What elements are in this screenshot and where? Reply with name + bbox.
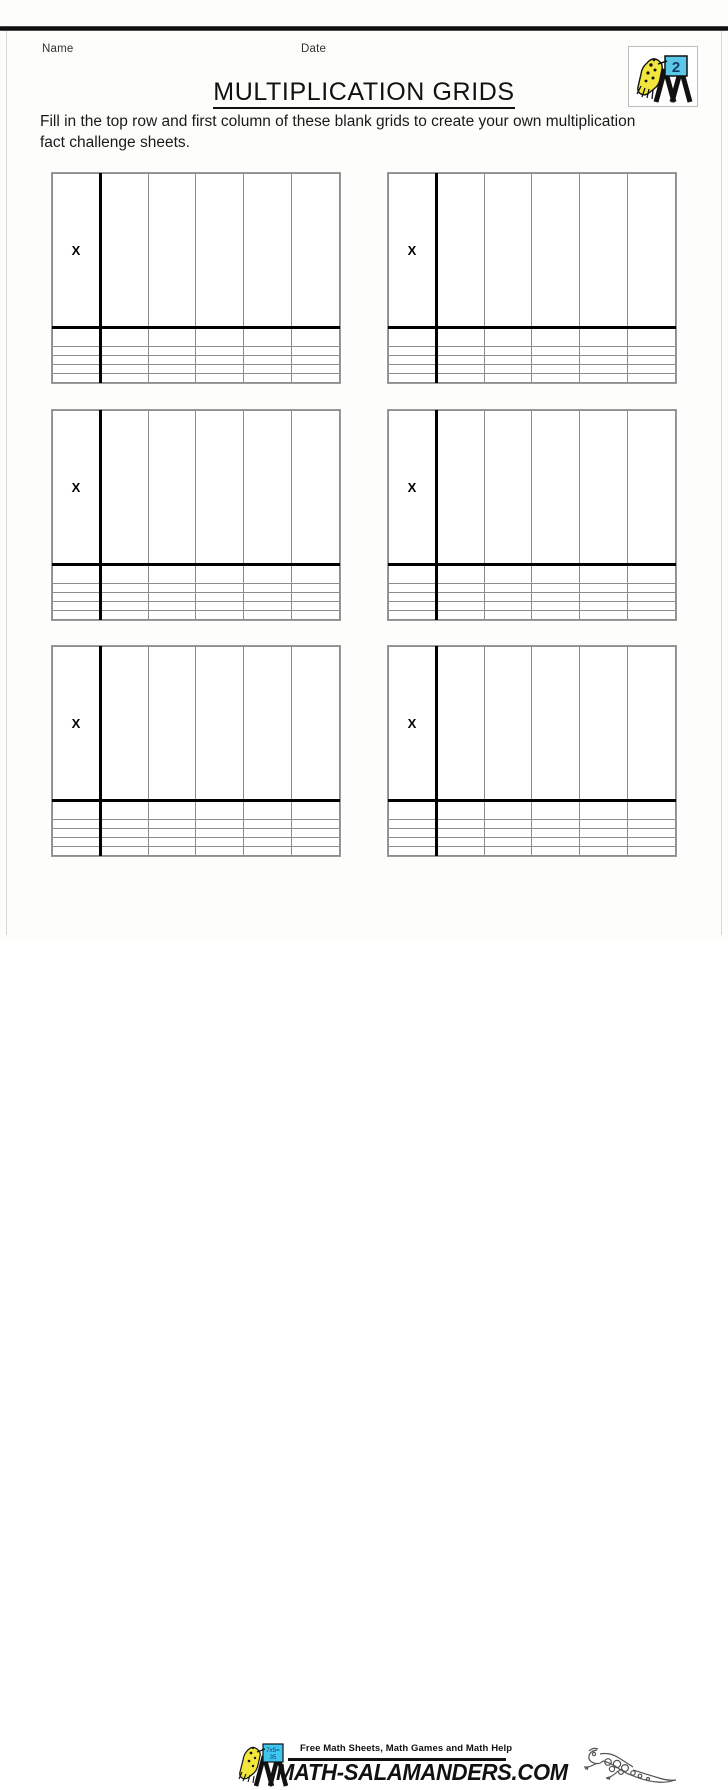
grid-cell[interactable] <box>53 801 101 819</box>
grid-cell[interactable] <box>292 837 340 846</box>
grid-cell[interactable] <box>628 583 676 592</box>
grid-cell[interactable] <box>100 583 148 592</box>
grid-cell[interactable] <box>628 565 676 583</box>
grid-cell[interactable] <box>53 846 101 855</box>
name-date-row <box>42 43 642 59</box>
grid-cell[interactable] <box>148 364 196 373</box>
grid-row <box>53 837 340 846</box>
grid-cell[interactable] <box>100 819 148 828</box>
grid-row <box>53 346 340 355</box>
grid-cell[interactable] <box>436 364 484 373</box>
grid-cell[interactable] <box>244 373 292 382</box>
grid-cell[interactable] <box>484 801 532 819</box>
grid-row <box>389 364 676 373</box>
grid-cell[interactable] <box>53 346 101 355</box>
grid-cell[interactable] <box>484 174 532 328</box>
grid-cell[interactable] <box>436 373 484 382</box>
grid-row <box>389 647 676 801</box>
grid-cell[interactable] <box>532 328 580 346</box>
grid-cell[interactable] <box>244 647 292 801</box>
grid-cell[interactable] <box>436 601 484 610</box>
grid-cell[interactable] <box>292 328 340 346</box>
grid-cell[interactable] <box>100 828 148 837</box>
grid-cell[interactable] <box>436 328 484 346</box>
grid-cell[interactable] <box>389 610 437 619</box>
grid-cell[interactable] <box>389 355 437 364</box>
grid-cell[interactable] <box>292 346 340 355</box>
instructions-text: Fill in the top row and first column of these blank grids to create your own multiplication fact challenge sheets. <box>40 113 636 151</box>
grid-cell[interactable] <box>484 364 532 373</box>
grid-cell[interactable] <box>580 411 628 565</box>
grid-cell[interactable] <box>53 328 101 346</box>
grid-cell[interactable] <box>292 592 340 601</box>
grid-cell[interactable] <box>100 355 148 364</box>
grid-cell[interactable] <box>436 174 484 328</box>
grid-cell[interactable] <box>292 601 340 610</box>
grid-cell[interactable] <box>292 828 340 837</box>
grid-cell[interactable] <box>532 647 580 801</box>
grid-row <box>53 610 340 619</box>
grid-cell[interactable] <box>389 601 437 610</box>
grid-cell[interactable] <box>196 592 244 601</box>
grid-cell[interactable] <box>148 592 196 601</box>
grid-cell[interactable] <box>53 819 101 828</box>
grid-header-symbol: X <box>389 647 437 801</box>
grid-cell[interactable] <box>436 592 484 601</box>
grid-cell[interactable] <box>100 601 148 610</box>
grid-cell[interactable] <box>580 174 628 328</box>
grid-cell[interactable] <box>532 411 580 565</box>
grid-row <box>53 411 340 565</box>
grid-table <box>388 173 676 383</box>
grid-cell[interactable] <box>100 846 148 855</box>
grid-cell[interactable] <box>532 819 580 828</box>
grid-cell[interactable] <box>148 174 196 328</box>
grid-cell[interactable] <box>292 373 340 382</box>
svg-text:7x5=: 7x5= <box>266 1748 280 1754</box>
grid-cell[interactable] <box>628 601 676 610</box>
grid-cell[interactable] <box>244 355 292 364</box>
grid-cell[interactable] <box>244 819 292 828</box>
grid-table <box>52 646 340 856</box>
grid-row <box>389 819 676 828</box>
grid-cell[interactable] <box>148 828 196 837</box>
page-title-text: MULTIPLICATION GRIDS <box>213 78 514 109</box>
grid-row <box>389 828 676 837</box>
grid-cell[interactable] <box>484 837 532 846</box>
svg-text:35: 35 <box>269 1755 277 1761</box>
grid-cell[interactable] <box>53 355 101 364</box>
grid-cell[interactable] <box>244 846 292 855</box>
grid-cell[interactable] <box>148 837 196 846</box>
grid-cell[interactable] <box>532 565 580 583</box>
grid-row <box>389 174 676 328</box>
grid-cell[interactable] <box>292 819 340 828</box>
grid-cell[interactable] <box>389 828 437 837</box>
grid-cell[interactable] <box>484 346 532 355</box>
grid-cell[interactable] <box>580 647 628 801</box>
grid-cell[interactable] <box>244 828 292 837</box>
grid-cell[interactable] <box>292 355 340 364</box>
date-label: Date <box>301 43 327 55</box>
grid-cell[interactable] <box>628 355 676 364</box>
grid-cell[interactable] <box>532 837 580 846</box>
grid-cell[interactable] <box>484 592 532 601</box>
footer-site-url[interactable]: MATH-SALAMANDERS.COM <box>276 1759 568 1786</box>
grid-cell[interactable] <box>100 346 148 355</box>
grid-cell[interactable] <box>292 801 340 819</box>
grid-cell[interactable] <box>100 801 148 819</box>
grid-cell[interactable] <box>628 819 676 828</box>
grid-cell[interactable] <box>100 565 148 583</box>
grid-cell[interactable] <box>148 601 196 610</box>
grid-cell[interactable] <box>628 846 676 855</box>
grid-cell[interactable] <box>196 819 244 828</box>
grid-cell[interactable] <box>148 647 196 801</box>
grid-cell[interactable] <box>532 355 580 364</box>
grid-cell[interactable] <box>100 592 148 601</box>
grid-cell[interactable] <box>53 828 101 837</box>
grid-cell[interactable] <box>436 411 484 565</box>
grid-cell[interactable] <box>196 328 244 346</box>
grid-cell[interactable] <box>580 828 628 837</box>
grid-cell[interactable] <box>148 328 196 346</box>
grid-cell[interactable] <box>53 837 101 846</box>
grid-cell[interactable] <box>389 801 437 819</box>
grid-cell[interactable] <box>532 346 580 355</box>
grid-cell[interactable] <box>484 328 532 346</box>
grid-row <box>389 610 676 619</box>
grid-cell[interactable] <box>628 346 676 355</box>
grid-cell[interactable] <box>580 373 628 382</box>
grid-row <box>389 583 676 592</box>
grid-cell[interactable] <box>292 565 340 583</box>
grid-cell[interactable] <box>580 364 628 373</box>
grid-cell[interactable] <box>484 411 532 565</box>
grid-cell[interactable] <box>628 828 676 837</box>
grid-cell[interactable] <box>532 846 580 855</box>
grid-cell[interactable] <box>532 610 580 619</box>
grid-cell[interactable] <box>53 364 101 373</box>
grid-cell[interactable] <box>148 411 196 565</box>
grid-row <box>53 328 340 346</box>
grid-cell[interactable] <box>196 565 244 583</box>
grid-row <box>389 373 676 382</box>
grid-cell[interactable] <box>53 583 101 592</box>
grid-cell[interactable] <box>484 373 532 382</box>
grid-cell[interactable] <box>628 373 676 382</box>
grid-cell[interactable] <box>244 592 292 601</box>
grid-cell[interactable] <box>389 846 437 855</box>
multiplication-grid-6[interactable] <box>387 645 677 857</box>
page-top-rule <box>0 26 728 31</box>
grid-cell[interactable] <box>196 647 244 801</box>
grid-cell[interactable] <box>436 647 484 801</box>
grid-cell[interactable] <box>532 583 580 592</box>
grid-cell[interactable] <box>196 174 244 328</box>
grid-cell[interactable] <box>532 828 580 837</box>
grid-row <box>389 565 676 583</box>
grid-cell[interactable] <box>148 610 196 619</box>
grid-row <box>53 364 340 373</box>
grid-cell[interactable] <box>436 346 484 355</box>
grid-cell[interactable] <box>53 610 101 619</box>
grid-cell[interactable] <box>148 565 196 583</box>
grid-cell[interactable] <box>532 601 580 610</box>
grid-row <box>53 583 340 592</box>
grid-cell[interactable] <box>628 610 676 619</box>
grid-table <box>388 646 676 856</box>
grid-cell[interactable] <box>484 828 532 837</box>
grid-header-symbol: X <box>53 174 101 328</box>
grid-cell[interactable] <box>580 801 628 819</box>
grid-cell[interactable] <box>532 174 580 328</box>
grid-cell[interactable] <box>148 373 196 382</box>
grid-cell[interactable] <box>628 364 676 373</box>
page-title <box>0 78 728 107</box>
grid-cell[interactable] <box>532 592 580 601</box>
spotted-salamander-icon <box>575 1738 679 1790</box>
grid-cell[interactable] <box>628 328 676 346</box>
grid-cell[interactable] <box>292 411 340 565</box>
grid-cell[interactable] <box>196 355 244 364</box>
grid-row <box>389 592 676 601</box>
grid-cell[interactable] <box>196 837 244 846</box>
footer-lizard-drawing <box>575 1738 679 1790</box>
grid-header-symbol: X <box>53 411 101 565</box>
grid-cell[interactable] <box>292 647 340 801</box>
name-label: Name <box>42 43 74 55</box>
multiplication-grid-5[interactable] <box>51 645 341 857</box>
grid-row <box>389 346 676 355</box>
grid-cell[interactable] <box>484 601 532 610</box>
grid-cell[interactable] <box>292 583 340 592</box>
grid-cell[interactable] <box>484 583 532 592</box>
grid-cell[interactable] <box>196 601 244 610</box>
grid-cell[interactable] <box>580 837 628 846</box>
grid-cell[interactable] <box>532 801 580 819</box>
grid-cell[interactable] <box>53 592 101 601</box>
grid-header-symbol: X <box>53 647 101 801</box>
grid-cell[interactable] <box>389 346 437 355</box>
grid-cell[interactable] <box>389 592 437 601</box>
grid-cell[interactable] <box>580 592 628 601</box>
grid-cell[interactable] <box>436 355 484 364</box>
grid-cell[interactable] <box>100 411 148 565</box>
grid-cell[interactable] <box>244 837 292 846</box>
grid-cell[interactable] <box>628 801 676 819</box>
grid-row <box>53 846 340 855</box>
grid-cell[interactable] <box>100 610 148 619</box>
grid-cell[interactable] <box>196 373 244 382</box>
multiplication-grid-1[interactable] <box>51 172 341 384</box>
grid-cell[interactable] <box>628 592 676 601</box>
grid-row <box>389 837 676 846</box>
grid-cell[interactable] <box>196 828 244 837</box>
grid-cell[interactable] <box>148 846 196 855</box>
grid-cell[interactable] <box>244 601 292 610</box>
grid-row <box>53 373 340 382</box>
grid-cell[interactable] <box>100 647 148 801</box>
grid-cell[interactable] <box>436 837 484 846</box>
grid-row <box>53 647 340 801</box>
grid-table <box>388 410 676 620</box>
grid-cell[interactable] <box>628 411 676 565</box>
grid-cell[interactable] <box>484 846 532 855</box>
grid-cell[interactable] <box>244 801 292 819</box>
grid-cell[interactable] <box>389 364 437 373</box>
grid-cell[interactable] <box>436 610 484 619</box>
grid-cell[interactable] <box>436 828 484 837</box>
grid-cell[interactable] <box>196 364 244 373</box>
grid-cell[interactable] <box>389 819 437 828</box>
grid-cell[interactable] <box>53 373 101 382</box>
grid-row <box>53 565 340 583</box>
page-footer <box>0 866 728 1786</box>
grid-cell[interactable] <box>196 411 244 565</box>
grid-row <box>389 328 676 346</box>
grid-cell[interactable] <box>580 583 628 592</box>
grid-cell[interactable] <box>436 801 484 819</box>
grid-row <box>53 828 340 837</box>
grid-header-symbol: X <box>389 174 437 328</box>
grid-cell[interactable] <box>148 801 196 819</box>
grid-row <box>389 601 676 610</box>
grid-cell[interactable] <box>53 565 101 583</box>
grid-cell[interactable] <box>100 328 148 346</box>
grid-table <box>52 410 340 620</box>
grid-cell[interactable] <box>100 364 148 373</box>
grid-row <box>53 819 340 828</box>
grid-cell[interactable] <box>580 846 628 855</box>
grid-cell[interactable] <box>244 328 292 346</box>
grid-cell[interactable] <box>389 565 437 583</box>
grid-cell[interactable] <box>148 819 196 828</box>
grid-cell[interactable] <box>244 346 292 355</box>
grid-cell[interactable] <box>580 565 628 583</box>
grid-cell[interactable] <box>148 355 196 364</box>
grid-cell[interactable] <box>389 583 437 592</box>
grid-cell[interactable] <box>484 565 532 583</box>
grid-cell[interactable] <box>196 801 244 819</box>
grid-cell[interactable] <box>580 346 628 355</box>
grid-cell[interactable] <box>244 565 292 583</box>
grid-row <box>389 801 676 819</box>
grid-cell[interactable] <box>436 583 484 592</box>
grid-cell[interactable] <box>292 846 340 855</box>
multiplication-grid-3[interactable] <box>51 409 341 621</box>
grid-row <box>53 801 340 819</box>
grid-cell[interactable] <box>53 601 101 610</box>
grid-cell[interactable] <box>436 819 484 828</box>
grid-cell[interactable] <box>436 846 484 855</box>
grid-header-symbol: X <box>389 411 437 565</box>
grid-cell[interactable] <box>244 364 292 373</box>
grid-row <box>53 601 340 610</box>
grid-cell[interactable] <box>628 837 676 846</box>
grid-cell[interactable] <box>196 583 244 592</box>
grid-cell[interactable] <box>580 610 628 619</box>
page-border-right <box>721 30 722 935</box>
grid-cell[interactable] <box>389 837 437 846</box>
grid-cell[interactable] <box>292 174 340 328</box>
grid-cell[interactable] <box>100 837 148 846</box>
page-border-left <box>6 30 7 935</box>
grid-cell[interactable] <box>628 174 676 328</box>
grid-cell[interactable] <box>532 364 580 373</box>
grid-cell[interactable] <box>580 819 628 828</box>
grid-cell[interactable] <box>244 411 292 565</box>
grid-cell[interactable] <box>484 647 532 801</box>
grid-cell[interactable] <box>628 647 676 801</box>
grid-row <box>53 355 340 364</box>
multiplication-grid-2[interactable] <box>387 172 677 384</box>
grid-row <box>389 411 676 565</box>
grid-cell[interactable] <box>580 601 628 610</box>
grid-cell[interactable] <box>389 328 437 346</box>
footer-tagline: Free Math Sheets, Math Games and Math Help <box>300 1743 513 1754</box>
grid-cell[interactable] <box>292 610 340 619</box>
grid-table <box>52 173 340 383</box>
grid-row <box>53 174 340 328</box>
grid-cell[interactable] <box>244 583 292 592</box>
grid-cell[interactable] <box>292 364 340 373</box>
grid-cell[interactable] <box>196 846 244 855</box>
grid-cell[interactable] <box>196 346 244 355</box>
grid-row <box>389 355 676 364</box>
grid-cell[interactable] <box>100 174 148 328</box>
grid-row <box>389 846 676 855</box>
grid-cell[interactable] <box>148 346 196 355</box>
grid-cell[interactable] <box>532 373 580 382</box>
grid-cell[interactable] <box>580 328 628 346</box>
grid-cell[interactable] <box>484 355 532 364</box>
grid-cell[interactable] <box>436 565 484 583</box>
svg-text:2: 2 <box>671 59 681 76</box>
grid-cell[interactable] <box>389 373 437 382</box>
grid-cell[interactable] <box>484 819 532 828</box>
grid-cell[interactable] <box>148 583 196 592</box>
grid-row <box>53 592 340 601</box>
grid-cell[interactable] <box>100 373 148 382</box>
grid-cell[interactable] <box>244 174 292 328</box>
multiplication-grid-4[interactable] <box>387 409 677 621</box>
grid-cell[interactable] <box>484 610 532 619</box>
grid-cell[interactable] <box>196 610 244 619</box>
grid-cell[interactable] <box>244 610 292 619</box>
grid-cell[interactable] <box>580 355 628 364</box>
